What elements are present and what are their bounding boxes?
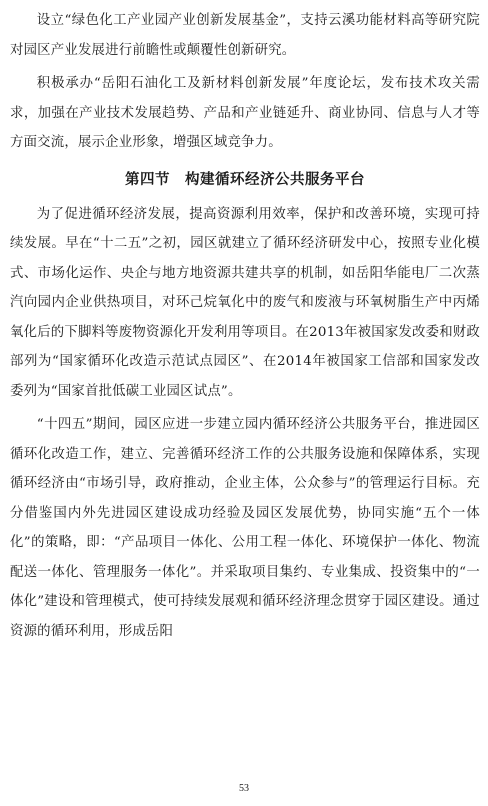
page-number: 53: [239, 783, 249, 794]
paragraph-circular-economy-history: 为了促进循环经济发展，提高资源利用效率，保护和改善环境，实现可持续发展。早在“十二五”之初，园区就建立了循环经济研发中心，按照专业化模式、市场化运作、央企与地方地资源共建共享的机制，如岳阳华能电厂二次蒸汽向园内企业供热项目，对环己烷氧化中的废气和废液与环氧树脂生产中丙烯氧化后的下脚料等废物资源化开发利用等项目。在2013年被国家发改委和财政部列为“国家循环化改造示范试点园区”、在2014年被国家工信部和国家发改委列为“国家首批低碳工业园区试点”。: [10, 206, 480, 399]
paragraph-fourteenth-five-year-plan: “十四五”期间，园区应进一步建立园内循环经济公共服务平台，推进园区循环化改造工作，建立、完善循环经济工作的公共服务设施和保障体系，实现循环经济由“市场引导，政府推动，企业主体，公众参与”的管理运行目标。充分借鉴国内外先进园区建设成功经验及园区发展优势，协同实施“五个一体化”的策略，即：“产品项目一体化、公用工程一体化、环境保护一体化、物流配送一体化、管理服务一体化”。并采取项目集约、专业集成、投资集中的“一体化”建设和管理模式，使可持续发展观和循环经济理念贯穿于园区建设。通过资源的循环利用，形成岳阳: [10, 417, 480, 639]
section-heading: 第四节 构建循环经济公共服务平台: [125, 171, 365, 188]
paragraph-annual-forum: 积极承办“岳阳石油化工及新材料创新发展”年度论坛，发布技术攻关需求，加强在产业技术发展趋势、产品和产业链延升、商业协同、信息与人才等方面交流，展示企业形象，增强区域竞争力。: [10, 76, 480, 150]
paragraph-innovation-fund: 设立“绿色化工产业园产业创新发展基金”，支持云溪功能材料高等研究院对园区产业发展进行前瞻性或颠覆性创新研究。: [10, 13, 480, 58]
